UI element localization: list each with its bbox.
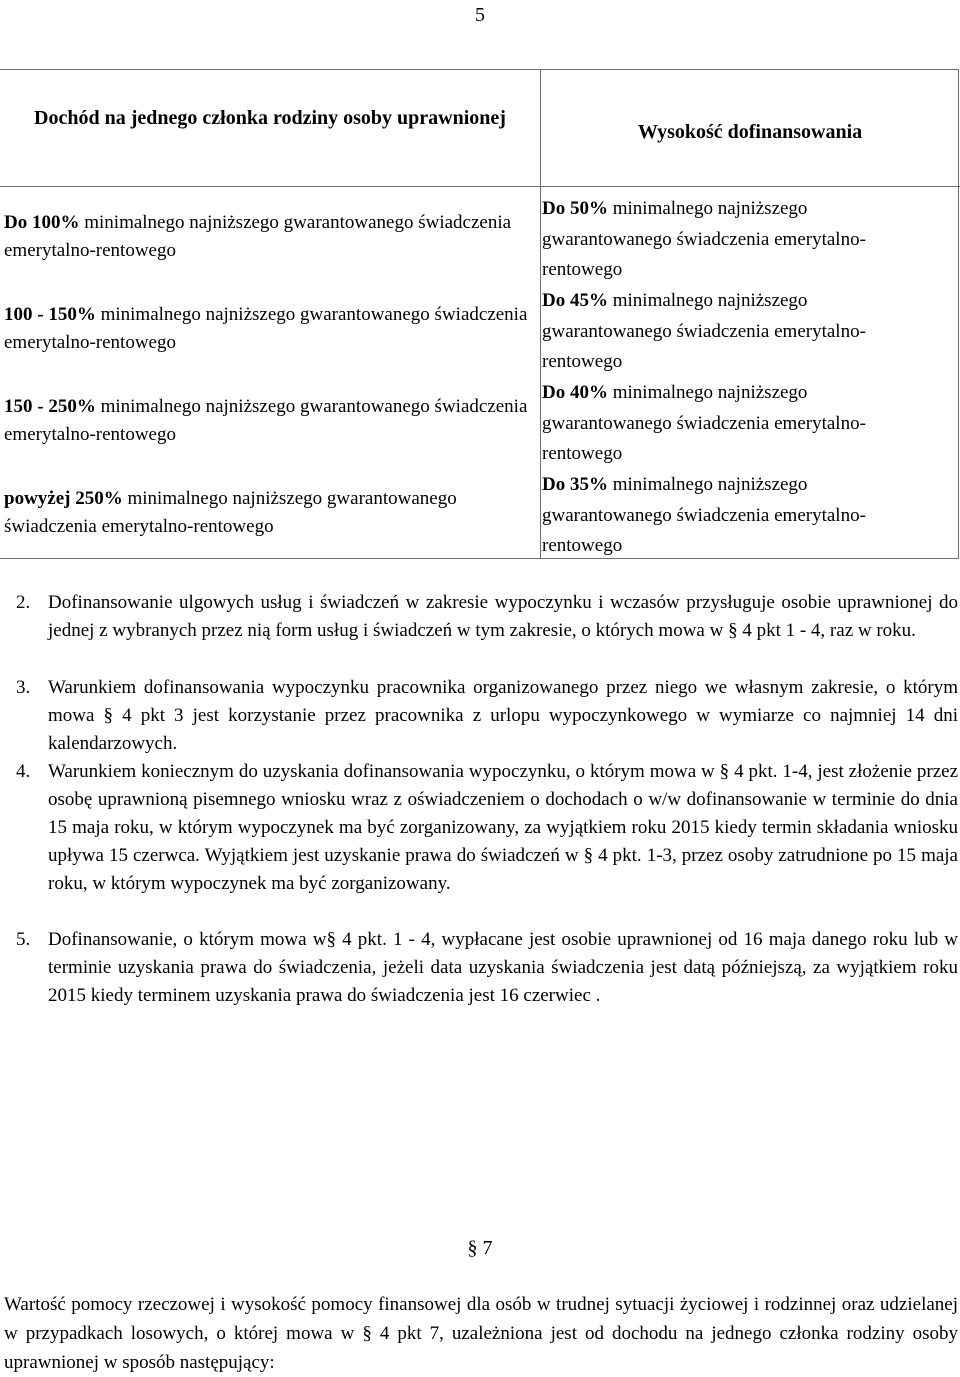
table-header-divider: [0, 186, 960, 187]
subsidy-percent: Do 40%: [542, 382, 608, 403]
subsidy-line-2: gwarantowanego świadczenia emerytalno-: [542, 228, 866, 250]
table-row-3-income: [4, 393, 536, 449]
paragraph-number: 3.: [16, 677, 31, 698]
table-row-2-income: [4, 301, 536, 357]
paragraph-number: 2.: [16, 592, 31, 613]
income-description: minimalnego najniższego gwarantowanego świadczenia emerytalno-rentowego: [4, 396, 528, 445]
paragraph-4: [16, 758, 958, 898]
paragraph-2: [16, 589, 958, 645]
paragraph-number: 4.: [16, 761, 31, 782]
subsidy-line-2: gwarantowanego świadczenia emerytalno-: [542, 320, 866, 342]
table-row-2-subsidy: [542, 286, 960, 378]
table-header-income: Dochód na jednego członka rodziny osoby uprawnionej: [34, 107, 506, 129]
paragraph-text: Dofinansowanie, o którym mowa w§ 4 pkt. 1 - 4, wypłacane jest osobie uprawnionej od 16 maja danego roku lub w terminie uzyskania prawa do świadczenia, jeżeli data uzyskania świadczenia jest datą późniejszą, za wyjątkiem roku 2015 kiedy terminem uzyskania prawa do świadczenia jest 16 czerwiec .: [48, 929, 958, 1006]
subsidy-percent: Do 35%: [542, 474, 608, 495]
subsidy-line-1: minimalnego najniższego: [607, 198, 808, 219]
table-row-3-subsidy: [542, 378, 960, 470]
income-threshold: 150 - 250%: [4, 396, 96, 417]
paragraph-5: [16, 926, 958, 1010]
subsidy-line-3: rentowego: [542, 535, 623, 556]
paragraph-text: Warunkiem koniecznym do uzyskania dofinansowania wypoczynku, o którym mowa w § 4 pkt. 1-4, jest złożenie przez osobę uprawnioną pisemnego wniosku wraz z oświadczeniem o dochodach o w/w dofinansowanie w terminie do dnia 15 maja roku, w którym wypoczynek ma być zorganizowany, za wyjątkiem roku 2015 kiedy termin składania wniosku upływa 15 czerwca. Wyjątkiem jest uzyskanie prawa do świadczeń w § 4 pkt. 1-3, przez osoby zatrudnione po 15 maja roku, w którym wypoczynek ma być zorganizowany.: [48, 761, 958, 894]
subsidy-line-1: minimalnego najniższego: [607, 474, 808, 495]
subsidy-line-3: rentowego: [542, 351, 623, 372]
page-number: 5: [475, 4, 485, 26]
income-threshold: 100 - 150%: [4, 304, 96, 325]
subsidy-line-1: minimalnego najniższego: [607, 290, 808, 311]
income-description: minimalnego najniższego gwarantowanego świadczenia emerytalno-rentowego: [4, 304, 528, 353]
table-row-4-income: [4, 485, 536, 541]
closing-paragraph: Wartość pomocy rzeczowej i wysokość pomocy finansowej dla osób w trudnej sytuacji życiowej i rodzinnej oraz udzielanej w przypadkach losowych, o której mowa w § 4 pkt 7, uzależniona jest od dochodu na jednego członka rodziny osoby uprawnionej w sposób następujący:: [4, 1294, 958, 1373]
income-description: minimalnego najniższego gwarantowanego świadczenia emerytalno-rentowego: [4, 488, 457, 537]
subsidy-line-3: rentowego: [542, 259, 623, 280]
subsidy-line-2: gwarantowanego świadczenia emerytalno-: [542, 412, 866, 434]
subsidy-percent: Do 45%: [542, 290, 608, 311]
income-description: minimalnego najniższego gwarantowanego świadczenia emerytalno-rentowego: [4, 212, 512, 261]
table-row-1-income: [4, 209, 536, 265]
income-threshold: Do 100%: [4, 212, 80, 233]
section-heading: § 7: [467, 1237, 493, 1259]
subsidy-line-1: minimalnego najniższego: [607, 382, 808, 403]
table-row-4-subsidy: [542, 470, 960, 562]
table-header-subsidy: Wysokość dofinansowania: [637, 121, 863, 143]
subsidy-line-2: gwarantowanego świadczenia emerytalno-: [542, 504, 866, 526]
table-row-1-subsidy: [542, 194, 960, 286]
subsidy-percent: Do 50%: [542, 198, 608, 219]
paragraph-text: Warunkiem dofinansowania wypoczynku pracownika organizowanego przez niego we własnym zakresie, o którym mowa § 4 pkt 3 jest korzystanie przez pracownika z urlopu wypoczynkowego w wymiarze co najmniej 14 dni kalendarzowych.: [48, 677, 958, 754]
paragraph-3: [16, 674, 958, 758]
paragraph-text: Dofinansowanie ulgowych usług i świadczeń w zakresie wypoczynku i wczasów przysługuje osobie uprawnionej do jednej z wybranych przez nią form usług i świadczeń w tym zakresie, o których mowa w § 4 pkt 1 - 4, raz w roku.: [48, 592, 958, 641]
paragraph-number: 5.: [16, 929, 31, 950]
income-threshold: powyżej 250%: [4, 488, 123, 509]
subsidy-line-3: rentowego: [542, 443, 623, 464]
income-subsidy-table: [0, 69, 960, 559]
